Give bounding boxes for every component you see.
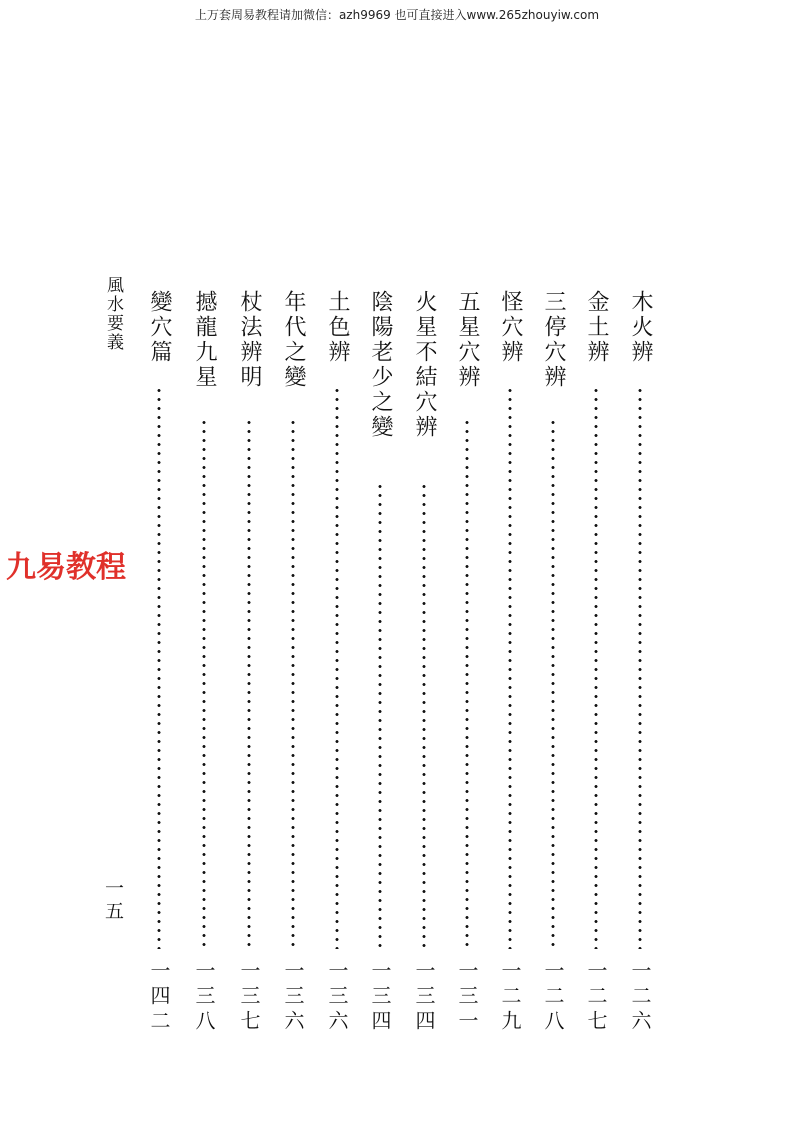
toc-entry-title: 陰陽老少之變 (368, 290, 393, 440)
dot-leader (247, 418, 251, 949)
toc-entry-title: 杖法辨明 (237, 290, 262, 390)
toc-entry (321, 290, 353, 1035)
toc-entry-title: 三停穴辨 (541, 290, 566, 390)
book-title: 風水要義 (103, 276, 123, 352)
toc-entry (580, 290, 612, 1035)
dot-leader (335, 386, 339, 949)
toc-entry-page: 一三七 (237, 959, 261, 1035)
toc-entry (277, 290, 309, 1035)
toc-entry-page: 一四二 (147, 959, 171, 1035)
toc-entry-title: 木火辨 (628, 290, 653, 365)
toc-entry-page: 一二六 (628, 959, 652, 1035)
toc-entry-page: 一三六 (281, 959, 305, 1035)
dot-leader (551, 418, 555, 949)
dot-leader (638, 386, 642, 949)
toc-entry-page: 一三四 (412, 959, 436, 1035)
toc-entry-page: 一二九 (498, 959, 522, 1035)
toc-entry-title: 年代之變 (281, 290, 306, 390)
toc-entry-page: 一二七 (584, 959, 608, 1035)
dot-leader (508, 386, 512, 949)
toc-entry-title: 火星不結穴辨 (412, 290, 437, 440)
toc-entry (451, 290, 483, 1035)
toc-entry-title: 撼龍九星 (192, 290, 217, 390)
toc-entry (537, 290, 569, 1035)
toc-entry-title: 五星穴辨 (455, 290, 480, 390)
dot-leader (378, 482, 382, 949)
toc-entry (188, 290, 220, 1035)
toc-entry (408, 290, 440, 1035)
page-number: 一五 (102, 878, 124, 924)
dot-leader (291, 418, 295, 949)
toc-entry-page: 一二八 (541, 959, 565, 1035)
watermark-logo: 九易教程 (6, 550, 126, 585)
dot-leader (422, 482, 426, 949)
toc-entry (364, 290, 396, 1035)
toc-entry-title: 土色辨 (325, 290, 350, 365)
toc-entry-page: 一三一 (455, 959, 479, 1035)
toc-entry-title: 變穴篇 (147, 290, 172, 365)
dot-leader (465, 418, 469, 949)
toc-entry (494, 290, 526, 1035)
dot-leader (157, 386, 161, 949)
toc-entry (233, 290, 265, 1035)
toc-entry-title: 金土辨 (584, 290, 609, 365)
toc-entry (624, 290, 656, 1035)
toc-entry-title: 怪穴辨 (498, 290, 523, 365)
toc-entry-page: 一三六 (325, 959, 349, 1035)
dot-leader (202, 418, 206, 949)
toc-entry (143, 290, 175, 1035)
toc-entry-page: 一三四 (368, 959, 392, 1035)
header-text: 上万套周易教程请加微信：azh9969 也可直接进入www.265zhouyiw.com (194, 8, 600, 22)
dot-leader (594, 386, 598, 949)
toc-entry-page: 一三八 (192, 959, 216, 1035)
